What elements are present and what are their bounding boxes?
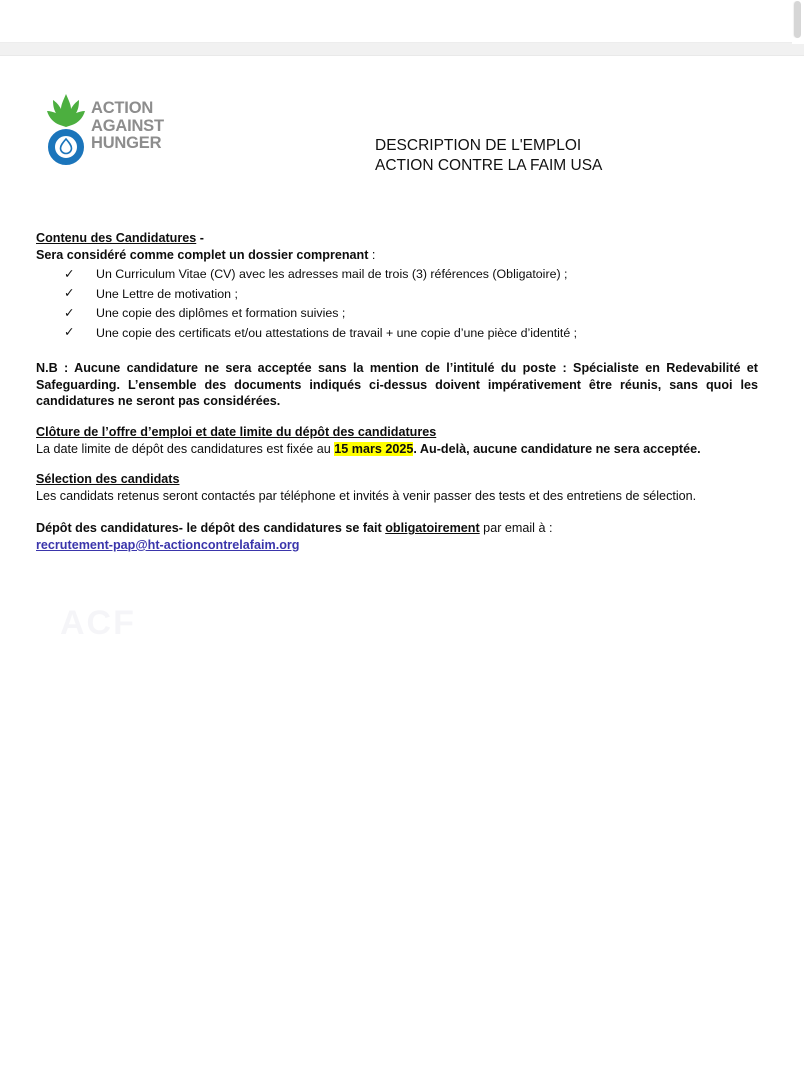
page-watermark xyxy=(60,604,390,644)
logo-word-against: AGAINST xyxy=(91,116,164,135)
section-contenu-heading-text: Contenu des Candidatures xyxy=(36,231,197,245)
logo-mark-icon xyxy=(44,92,88,166)
recruitment-email-link[interactable]: recrutement-pap@ht-actioncontrelafaim.org xyxy=(36,537,300,552)
document-page xyxy=(0,56,804,1080)
document-body xyxy=(36,230,758,554)
viewer-top-area xyxy=(0,0,804,42)
vertical-scrollbar[interactable] xyxy=(792,0,804,44)
list-item xyxy=(64,266,758,283)
page-separator-band xyxy=(0,42,804,56)
section-selection-text: Les candidats retenus seront contactés par téléphone et invités à venir passer des tests et des entretiens de sélection. xyxy=(36,488,697,503)
check-icon: ✓ xyxy=(64,325,75,340)
logo-word-hunger: HUNGER xyxy=(91,134,162,152)
list-item xyxy=(64,305,758,322)
section-depot-emphasis: obligatoirement xyxy=(385,521,480,536)
section-depot-label: Dépôt des candidatures xyxy=(36,521,179,536)
section-depot-line xyxy=(36,520,758,537)
action-against-hunger-logo xyxy=(44,92,184,170)
check-icon: ✓ xyxy=(64,286,75,301)
section-contenu-heading-suffix: - xyxy=(196,231,204,245)
section-cloture-heading-text: Clôture de l’offre d’emploi et date limite du dépôt des candidatures xyxy=(36,424,437,439)
section-cloture-heading xyxy=(36,424,758,441)
section-selection-heading xyxy=(36,471,758,488)
list-item-label: Une copie des certificats et/ou attestations de travail + une copie d’une pièce d’identité ; xyxy=(96,325,578,340)
check-icon: ✓ xyxy=(64,266,75,281)
document-title-line1: DESCRIPTION DE L'EMPLOI xyxy=(375,137,582,154)
cloture-text-before: La date limite de dépôt des candidatures est fixée au xyxy=(36,441,335,456)
logo-wordmark xyxy=(91,100,183,153)
document-title-line2: ACTION CONTRE LA FAIM USA xyxy=(375,157,603,174)
section-depot-email-line xyxy=(36,537,758,554)
list-item-label: Une Lettre de motivation ; xyxy=(96,286,238,301)
section-contenu-intro-tail: : xyxy=(368,247,376,262)
scrollbar-thumb[interactable] xyxy=(794,1,801,38)
deadline-highlight: 15 mars 2025 xyxy=(334,441,414,456)
section-selection-heading-text: Sélection des candidats xyxy=(36,472,180,487)
list-item-label: Une copie des diplômes et formation suivies ; xyxy=(96,306,346,321)
logo-word-action: ACTION xyxy=(91,99,154,117)
section-depot-text-before: - le dépôt des candidatures se fait xyxy=(178,521,386,536)
list-item xyxy=(64,286,758,303)
candidature-checklist xyxy=(36,266,758,342)
check-icon: ✓ xyxy=(64,305,75,320)
section-contenu-intro xyxy=(36,247,758,264)
section-contenu-heading xyxy=(36,230,758,247)
section-cloture-text xyxy=(36,441,758,458)
list-item xyxy=(64,325,758,342)
list-item-label: Un Curriculum Vitae (CV) avec les adresses mail de trois (3) références (Obligatoire) ; xyxy=(96,267,568,282)
document-title xyxy=(375,136,602,176)
cloture-text-after: . Au-delà, aucune candidature ne sera acceptée. xyxy=(413,441,701,456)
nb-paragraph: N.B : Aucune candidature ne sera acceptée sans la mention de l’intitulé du poste : Spécialiste en Redevabilité et Safeguarding. L’ensemble des documents indiqués ci-dessus doivent impérativement être réunis, sans quoi les candidatures ne seront pas considérées. xyxy=(36,361,758,409)
section-depot-text-after: par email à : xyxy=(479,521,553,536)
section-contenu-intro-bold: Sera considéré comme complet un dossier comprenant xyxy=(36,247,369,262)
document-header xyxy=(0,86,804,176)
